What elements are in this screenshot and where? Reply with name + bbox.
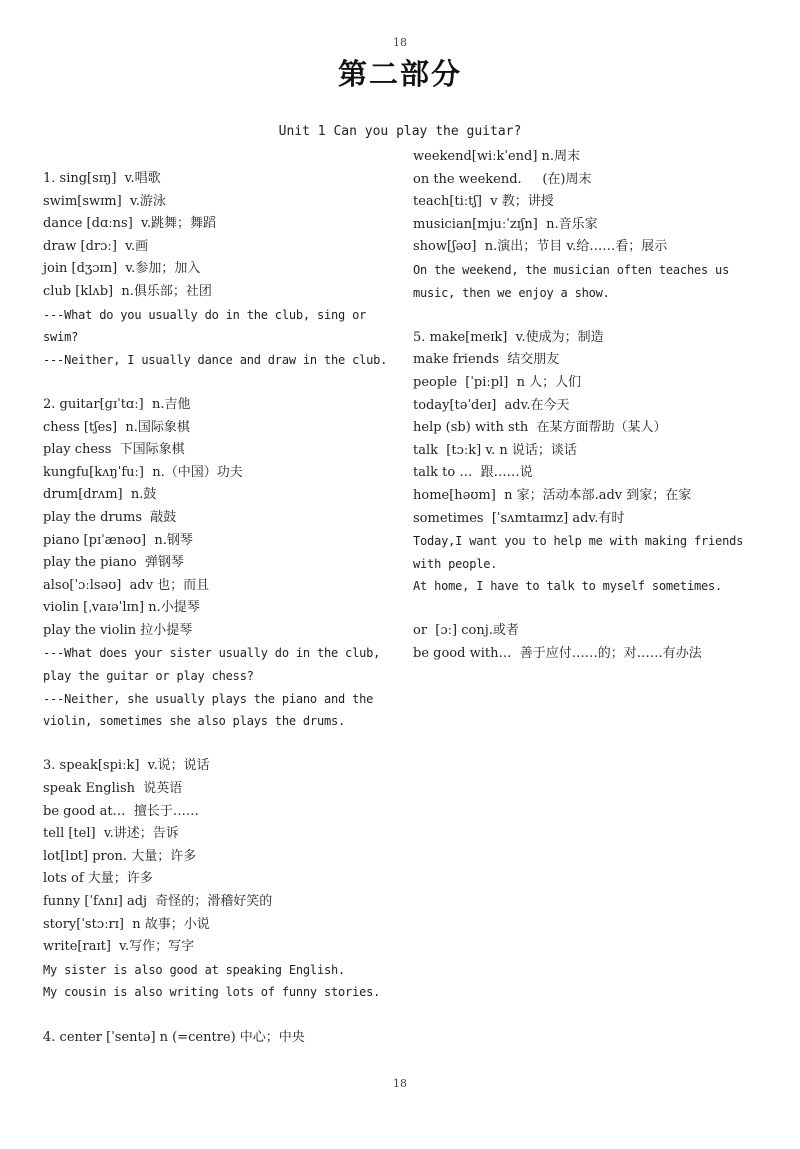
text-line: ---Neither, I usually dance and draw in the club.	[43, 352, 388, 367]
part-title: 第二部分	[337, 57, 462, 91]
text-line: sometimes [ˈsʌmtaɪmz] adv.有时	[413, 510, 625, 526]
text-line: help (sb) with sth 在某方面帮助（某人）	[413, 420, 667, 436]
text-line: be good at… 擅长于……	[43, 803, 199, 819]
text-line: club [klʌb] n.俱乐部；社团	[43, 283, 212, 299]
text-line: lot[lɒt] pron. 大量；许多	[43, 848, 197, 864]
text-line: swim[swɪm] v.游泳	[43, 193, 166, 209]
text-line: 2. guitar[ɡɪˈtɑː] n.吉他	[43, 396, 191, 412]
blank-line	[413, 304, 773, 327]
text-line: music, then we enjoy a show.	[413, 285, 610, 300]
text-line: ---What does your sister usually do in the club,	[43, 646, 381, 661]
text-line: story[ˈstɔːrɪ] n 故事；小说	[43, 916, 210, 932]
text-line: teach[tiːtʃ] v 教；讲授	[413, 194, 554, 210]
text-line: drum[drʌm] n.鼓	[43, 487, 157, 503]
blank-line	[413, 598, 773, 621]
unit-title: Unit 1 Can you play the guitar?	[278, 124, 522, 139]
text-line: speak English 说英语	[43, 781, 183, 797]
text-line: join [dʒɔɪn] v.参加；加入	[43, 261, 201, 277]
right-column	[413, 146, 773, 666]
text-line: My sister is also good at speaking English.	[43, 962, 346, 977]
text-line: ---What do you usually do in the club, sing or	[43, 307, 367, 322]
left-column	[43, 168, 393, 1049]
text-line: 5. make[meɪk] v.使成为；制造	[413, 329, 604, 345]
text-line: lots of 大量；许多	[43, 871, 153, 887]
text-line: talk [tɔːk] v. n 说话；谈话	[413, 442, 577, 458]
text-line: play chess 下国际象棋	[43, 442, 185, 458]
text-line: swim?	[43, 330, 79, 345]
text-line: on the weekend. (在)周末	[413, 171, 592, 187]
text-line: home[həʊm] n 家；活动本部.adv 到家；在家	[413, 487, 692, 503]
text-line: write[raɪt] v.写作；写字	[43, 939, 195, 955]
page-number-top: 18	[393, 36, 407, 49]
text-line: kungfu[kʌŋˈfuː] n.（中国）功夫	[43, 464, 243, 480]
text-line: tell [tel] v.讲述；告诉	[43, 826, 179, 842]
text-line: play the guitar or play chess?	[43, 669, 254, 684]
text-line: play the drums 敲鼓	[43, 509, 177, 525]
text-line: violin, sometimes she also plays the drums.	[43, 714, 346, 729]
text-line: also[ˈɔːlsəʊ] adv 也；而且	[43, 577, 210, 593]
text-line: On the weekend, the musician often teaches us	[413, 262, 730, 277]
text-line: play the violin 拉小提琴	[43, 622, 193, 638]
text-line: play the piano 弹钢琴	[43, 555, 184, 571]
text-line: make friends 结交朋友	[413, 352, 560, 368]
text-line: today[təˈdeɪ] adv.在今天	[413, 397, 570, 413]
blank-line	[43, 371, 393, 394]
text-line: talk to … 跟……说	[413, 465, 533, 481]
text-line: draw [drɔː] v.画	[43, 238, 149, 254]
text-line: ---Neither, she usually plays the piano and the	[43, 691, 374, 706]
text-line: 4. center [ˈsentə] n (=centre) 中心；中央	[43, 1029, 305, 1045]
text-line: show[ʃəʊ] n.演出；节目 v.给……看；展示	[413, 239, 668, 255]
text-line: dance [dɑːns] v.跳舞；舞蹈	[43, 216, 216, 232]
blank-line	[43, 733, 393, 756]
text-line: At home, I have to talk to myself sometimes.	[413, 579, 723, 594]
text-line: with people.	[413, 556, 498, 571]
text-line: weekend[wiːkˈend] n.周末	[413, 149, 581, 164]
text-line: be good with… 善于应付……的；对……有办法	[413, 646, 702, 662]
text-line: Today,I want you to help me with making friends	[413, 534, 744, 549]
text-line: 1. sing[sɪŋ] v.唱歌	[43, 171, 161, 186]
text-line: My cousin is also writing lots of funny stories.	[43, 985, 381, 1000]
text-line: chess [tʃes] n.国际象棋	[43, 419, 190, 435]
text-line: musician[mjuːˈzɪʃn] n.音乐家	[413, 216, 598, 232]
text-line: violin [ˌvaɪəˈlɪn] n.小提琴	[43, 600, 200, 616]
page-number-bottom: 18	[393, 1077, 407, 1090]
text-line: 3. speak[spiːk] v.说；说话	[43, 758, 210, 774]
text-line: funny [ˈfʌnɪ] adj 奇怪的；滑稽好笑的	[43, 894, 273, 909]
blank-line	[43, 1004, 393, 1027]
text-line: people [ˈpiːpl] n 人；人们	[413, 374, 582, 390]
text-line: or [ɔː] conj.或者	[413, 623, 519, 639]
text-line: piano [pɪˈænəʊ] n.钢琴	[43, 532, 193, 548]
